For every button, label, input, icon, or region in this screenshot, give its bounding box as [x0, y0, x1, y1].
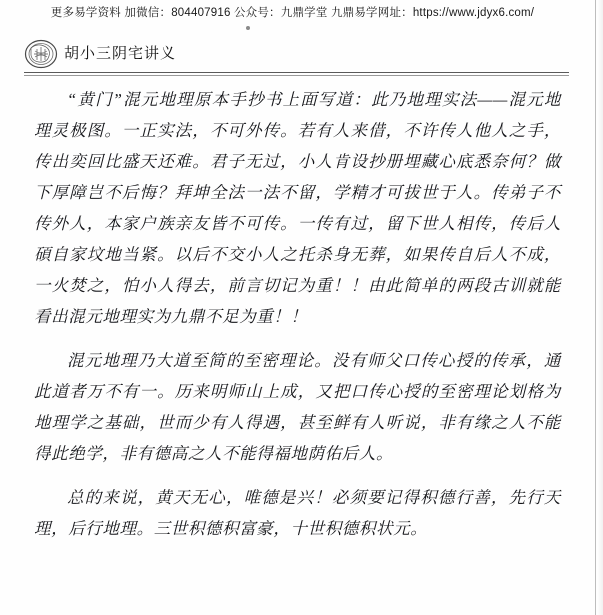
- paragraph: 总的来说，黄天无心，唯德是兴！必须要记得积德行善，先行天理，后行地理。三世积德积富豪，十世积德积状元。: [34, 488, 561, 538]
- page-edge-line: [595, 0, 596, 615]
- document-header: [24, 38, 569, 74]
- paragraph: “黄门”混元地理原本手抄书上面写道：此乃地理实法——混元地理灵极图。一正实法，不可外传。若有人来借，不许传人他人之手，传出奕回比盛天还难。君子无过，小人肯设抄册埋藏心底悉奈何？做下厚障岂不后悔？拜坤全法一法不留，学精才可拔世于人。传弟子不传外人，本家户族亲友皆不可传。一传有过，留下世人相传，传后人碩自家坟地当紧。以后不交小人之托杀身无葬，如果传自后人不成，一火焚之，怕小人得去，前言切记为重！！由此简单的两段古训就能看出混元地理实为九鼎不足为重！！: [34, 90, 561, 326]
- watermark-text: 更多易学资料 加微信：804407916 公众号：九鼎学堂 九鼎易学网址：https://www.jdyx6.com/: [50, 7, 535, 19]
- page-edge-shadow: [597, 0, 603, 615]
- page-marker-dot: [246, 26, 250, 30]
- header-divider: [24, 72, 569, 73]
- paragraph: 混元地理乃大道至简的至密理论。没有师父口传心授的传承，通此道者万不有一。历来明师山上成，又把口传心授的至密理论划格为地理学之基础，世而少有人得遇，甚至鲜有人听说，非有缘之人不能得此绝学，非有德高之人不能得福地荫佑后人。: [34, 351, 561, 463]
- seal-stamp-icon: [24, 38, 58, 70]
- page-title: 胡小三阴宅讲义: [64, 46, 177, 62]
- document-body: [34, 84, 561, 544]
- watermark-banner: [0, 4, 585, 20]
- header-divider-secondary: [24, 75, 569, 76]
